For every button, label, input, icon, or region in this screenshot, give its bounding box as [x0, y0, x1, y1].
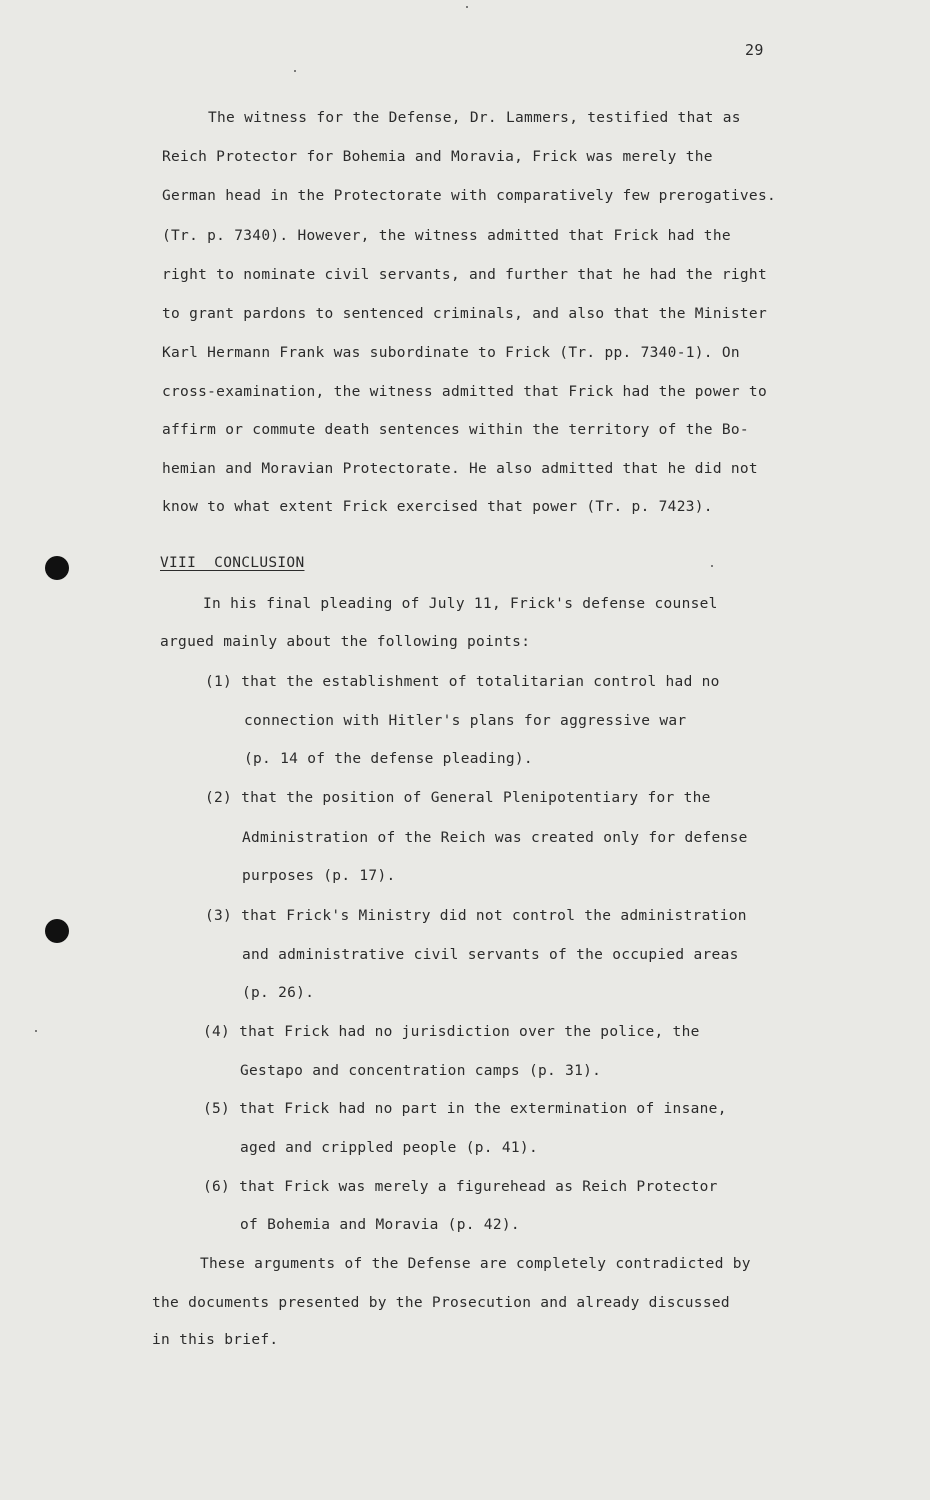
- paper-speck: [35, 1030, 37, 1032]
- section-heading: VIII CONCLUSION: [160, 555, 305, 571]
- paragraph-line: hemian and Moravian Protectorate. He also admitted that he did not: [162, 461, 758, 477]
- punch-hole: [45, 556, 69, 580]
- paragraph-line: the documents presented by the Prosecution and already discussed: [152, 1295, 730, 1311]
- list-item-line: Gestapo and concentration camps (p. 31).: [240, 1063, 602, 1079]
- list-item-line: (p. 26).: [242, 985, 315, 1001]
- paragraph-line: Karl Hermann Frank was subordinate to Frick (Tr. pp. 7340-1). On: [162, 345, 740, 361]
- list-item-line: (1) that the establishment of totalitarian control had no: [205, 674, 720, 690]
- paragraph-line: Reich Protector for Bohemia and Moravia, Frick was merely the: [162, 149, 713, 165]
- paragraph-line: The witness for the Defense, Dr. Lammers, testified that as: [208, 110, 741, 126]
- list-item-line: (4) that Frick had no jurisdiction over the police, the: [203, 1024, 700, 1040]
- list-item-line: Administration of the Reich was created only for defense: [242, 830, 748, 846]
- list-item-line: (p. 14 of the defense pleading).: [244, 751, 533, 767]
- paragraph-line: (Tr. p. 7340). However, the witness admitted that Frick had the: [162, 228, 731, 244]
- list-item-line: and administrative civil servants of the occupied areas: [242, 947, 739, 963]
- paragraph-line: cross-examination, the witness admitted that Frick had the power to: [162, 384, 767, 400]
- paragraph-line: German head in the Protectorate with comparatively few prerogatives.: [162, 188, 777, 204]
- page-number: 29: [745, 41, 764, 59]
- paragraph-line: right to nominate civil servants, and further that he had the right: [162, 267, 767, 283]
- list-item-line: aged and crippled people (p. 41).: [240, 1140, 538, 1156]
- paper-speck: [711, 565, 713, 567]
- paper-speck: [294, 70, 296, 72]
- paragraph-line: affirm or commute death sentences within the territory of the Bo-: [162, 422, 749, 438]
- paragraph-line: in this brief.: [152, 1332, 279, 1348]
- paragraph-line: to grant pardons to sentenced criminals, and also that the Minister: [162, 306, 767, 322]
- list-item-line: (6) that Frick was merely a figurehead as Reich Protector: [203, 1179, 718, 1195]
- list-item-line: of Bohemia and Moravia (p. 42).: [240, 1217, 520, 1233]
- paragraph-line: These arguments of the Defense are completely contradicted by: [200, 1256, 751, 1272]
- list-item-line: (3) that Frick's Ministry did not control the administration: [205, 908, 747, 924]
- paper-speck: [466, 6, 468, 8]
- list-item-line: purposes (p. 17).: [242, 868, 396, 884]
- paragraph-line: know to what extent Frick exercised that power (Tr. p. 7423).: [162, 499, 713, 515]
- list-item-line: connection with Hitler's plans for aggressive war: [244, 713, 687, 729]
- paragraph-line: In his final pleading of July 11, Frick's defense counsel: [203, 596, 718, 612]
- paragraph-line: argued mainly about the following points:: [160, 634, 531, 650]
- list-item-line: (2) that the position of General Plenipotentiary for the: [205, 790, 711, 806]
- list-item-line: (5) that Frick had no part in the extermination of insane,: [203, 1101, 727, 1117]
- punch-hole: [45, 919, 69, 943]
